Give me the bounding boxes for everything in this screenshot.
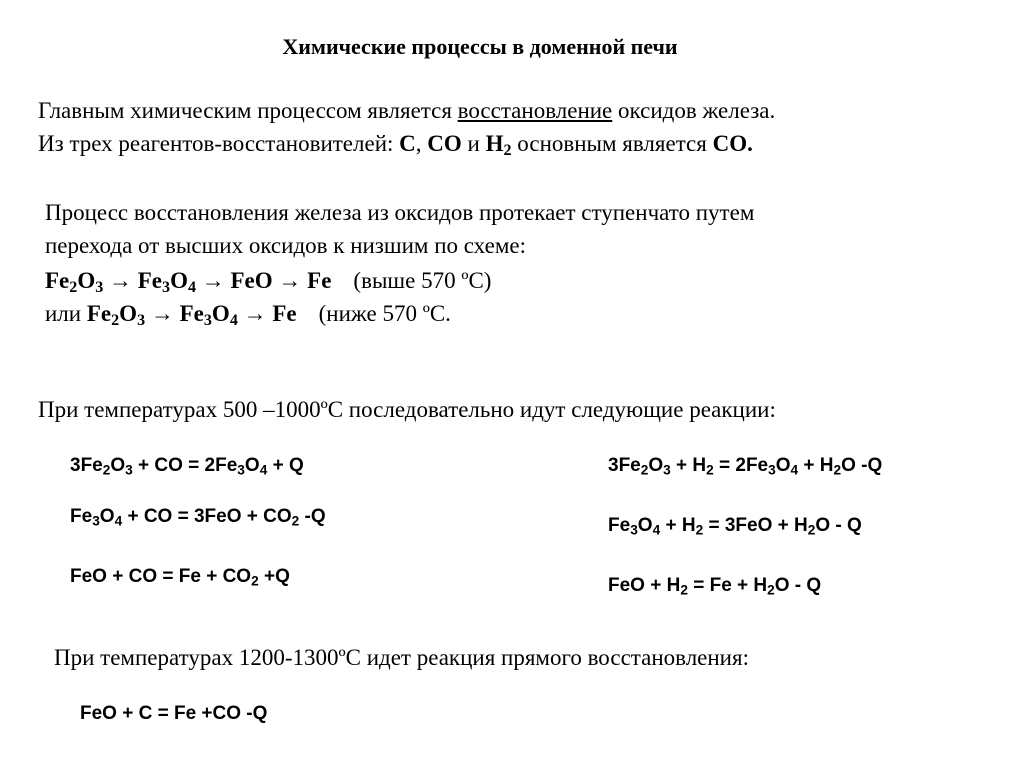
intro-line-1: Главным химическим процессом является восстановление оксидов железа.	[38, 98, 776, 123]
temp-note-below: (ниже 570 ºС.	[318, 301, 451, 326]
left-reaction-2: $Fe_3O_4$ + CO = $3FeO + CO_2$ -Q	[70, 506, 326, 529]
direct-reduction-reaction: FeO + C = Fe +CO -Q	[80, 703, 268, 724]
intro-line-2: Из трех реагентов-восстановителей: С, СО и $Н_2$ основным является СО.	[38, 131, 753, 160]
scheme-line-1: Процесс восстановления железа из оксидов протекает ступенчато путем	[45, 200, 755, 225]
right-reaction-3: FeO + $H_2 = Fe + H_2O - Q$	[608, 575, 822, 598]
left-reaction-1: $3Fe_2O_3$ + CO = $2Fe_3O_4 + Q$	[70, 455, 304, 478]
underlined-term: восстановление	[457, 98, 613, 123]
right-reaction-2: $Fe_3O_4 + H_2 = 3FeO + H_2O - Q$	[608, 515, 862, 538]
page-title: Химические процессы в доменной печи	[282, 34, 678, 59]
temp-note-above: (выше 570 ºС)	[353, 268, 492, 293]
scheme-line-2: перехода от высших оксидов к низшим по схеме:	[45, 233, 526, 258]
reactions-intro: При температурах 500 –1000ºС последовательно идут следующие реакции:	[38, 397, 776, 422]
right-reaction-1: $3Fe_2O_3 + H_2 = 2Fe_3O_4 + H_2O$ -Q	[608, 455, 883, 478]
left-reaction-3: FeO + CO = $Fe + CO_2 +Q$	[70, 566, 290, 589]
direct-reduction-intro: При температурах 1200-1300ºС идет реакция прямого восстановления:	[54, 645, 749, 670]
scheme-chain-above-570: $Fe_2O_3 \to Fe_3O_4$ → FeO → Fe (выше 570 ºС)	[45, 268, 492, 297]
scheme-chain-below-570: или $Fe_2O_3 \to Fe_3O_4 \to Fe$ (ниже 570 ºС.	[45, 301, 451, 330]
